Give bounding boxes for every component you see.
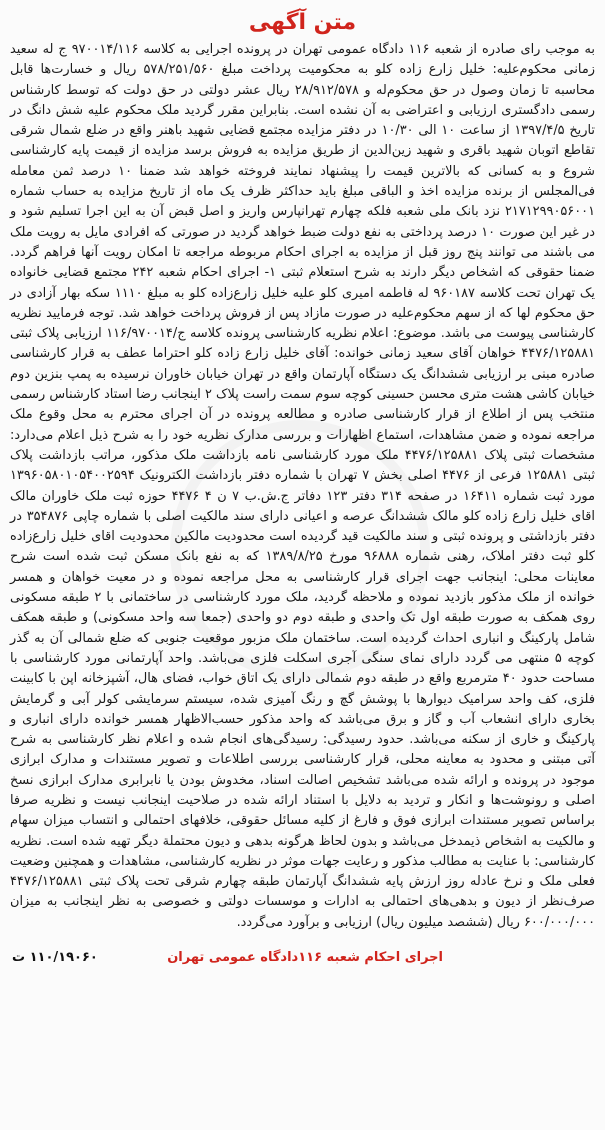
notice-footer [10, 935, 595, 967]
notice-title: متن آگهی [248, 10, 357, 35]
notice-signature: اجرای احکام شعبه ۱۱۶دادگاه عمومی تهران [167, 950, 443, 966]
notice-code: ۱۱۰/۱۹۰۶۰ ت [12, 950, 98, 966]
notice-body-text: به موجب رای صادره از شعبه ۱۱۶ دادگاه عمومی تهران در پرونده اجرایی به کلاسه ۹۷۰۰۱۴/۱۱۶ ج له سعید زمانی محکوم‌علیه: خلیل زارع زاده کلو به محکومیت پرداخت مبلغ ۵۷۸/۲۵۱/۵۶۰ ریال و خسارت‌ها قابل محاسبه تا زمان وصول در حق محکوم‌له و ۲۸/۹۱۲/۵۷۸ ریال عشر دولتی در حق دولت که توسط کارشناس رسمی دادگستری ارزیابی و اعتراضی به آن نشده است. بنابراین مقرر گردید ملک محکوم علیه شش دانگ در تاریخ ۱۳۹۷/۴/۵ از ساعت ۱۰ الی ۱۰/۳۰ در دفتر مزایده مجتمع قضایی شهید باهنر واقع در ضلع شمال شرقی تقاطع اتوبان شهید باقری و شهید زین‌الدین از طریق مزایده به فروش برسد مزایده از قیمت پایه کارشناسی شروع و به کسانی که بالاترین قیمت را پیشنهاد نمایند فروخته خواهد شد ضمنا ۱۰ درصد ثمن معامله فی‌المجلس از برنده مزایده اخذ و الباقی مبلغ باید حداکثر ظرف یک ماه از تاریخ مزایده به حساب شماره ۲۱۷۱۲۹۹۰۵۶۰۰۱ نزد بانک ملی شعبه فلکه چهارم تهرانپارس واریز و اصل قبض آن به این اجرا تسلیم شود و در غیر این صورت ۱۰ درصد پرداختی به نفع دولت ضبط خواهد گردید در صورتی که افرادی مایل به رویت ملک می باشند می توانند پنج روز قبل از مزایده به اجرای احکام مربوطه مراجعه تا امکان رویت آنها فراهم گردد. ضمنا حقوقی که اشخاص دیگر دارند به شرح استعلام ثبتی ۱- اجرای احکام شعبه ۲۴۲ مجتمع قضایی خانواده یک تهران تحت کلاسه ۹۶۰۱۸۷ له فاطمه امیری کلو علیه خلیل زارع‌زاده کلو به مبلغ ۱۱۱۰ سکه بهار آزادی در حق محکوم لها که از سهم محکوم‌علیه در صورت مازاد پس از فروش پرداخت خواهد شد. توجه فرمایید نظریه کارشناسی پیوست می باشد. موضوع: اعلام نظریه کارشناسی پرونده کلاسه ج/۱۱۶/۹۷۰۰۱۴ ارزیابی پلاک ثبتی ۴۴۷۶/۱۲۵۸۸۱ خواهان آقای سعید زمانی خوانده: آقای خلیل زارع زاده کلو احتراما عطف به قرار کارشناسی صادره مبنی بر ارزیابی ششدانگ یک دستگاه آپارتمان واقع در تهران خیابان خاوران نرسیده به پمپ بنزین دوم خیابان کاشی هشت متری محسن حسینی کوچه سوم سمت راست پلاک ۲ اینجانب رضا استاد کارشناس رسمی منتخب پس از اطلاع از قرار کارشناسی صادره و مطالعه پرونده در آن اجرای محترم به محل وقوع ملک مراجعه نموده و ضمن مشاهدات، استماع اظهارات و بررسی مدارک نظریه خود را به شرح ذیل اعلام می‌دارد: مشخصات ثبتی پلاک ۴۴۷۶/۱۲۵۸۸۱ ملک مورد کارشناسی نامه بازداشت ملک مذکور، مراتب بازداشت پلاک ثبتی ۱۲۵۸۸۱ فرعی از ۴۴۷۶ اصلی بخش ۷ تهران با شماره دفتر بازداشت الکترونیک ۱۳۹۶۰۵۸۰۱۰۵۴۰۰۲۵۹۴ مورد ثبت شماره ۱۶۴۱۱ در صفحه ۳۱۴ دفتر ۱۲۳ دفاتر ج.ش.ب ۷ ن ۴ ۴۴۷۶ حوزه ثبت ملک خاوران مالک اقای خلیل زارع زاده کلو مالک ششدانگ عرصه و اعیانی دارای سند مالکیت اصلی با شماره چاپی ۳۵۴۸۷۶ در دفتر بازداشتی و پرونده ثبتی و سند مالکیت قید گردیده است محدودیت مالکین محدودیت اقای خلیل زارع‌زاده کلو ثبت دفتر املاک، رهنی شماره ۹۶۸۸۸ مورخ ۱۳۸۹/۸/۲۵ که به نفع بانک مسکن ثبت شده است شرح معاینات محلی: اینجانب جهت اجرای قرار کارشناسی به محل مراجعه نموده و در معیت خواهان و همسر خوانده از ملک مذکور بازدید نموده و ملاحظه گردید، ملک مورد کارشناسی در ساختمانی با ۲ طبقه مسکونی روی همکف به صورت طبقه اول تک واحدی و طبقه دوم دو واحدی (جمعا سه واحد مسکونی) و طبقه همکف شامل پارکینگ و انباری احداث گردیده است. ساختمان ملک مزبور موقعیت جنوبی که ضلع شمالی آن به گذر کوچه ۵ منتهی می گردد دارای نمای سنگی آجری اسکلت فلزی می‌باشد. واحد آپارتمانی مورد کارشناسی با مساحت حدود ۴۰ مترمربع واقع در طبقه دوم شمالی دارای یک اتاق خواب، فضای هال، آشپزخانه اپن با کابینت فلزی، کف واحد سرامیک دیوارها با پوشش گچ و رنگ آمیزی شده، سیستم سرمایشی کولر آبی و گرمایش بخاری دارای انشعاب آب و گاز و برق می‌باشد که واحد مذکور حسب‌الاظهار همسر خوانده دارای انباری و پارکینگ و خاری از سکنه می‌باشد. حدود رسیدگی: رسیدگی‌های انجام شده و اعلام نظر کارشناسی به شرح آتی مبتنی و محدود به معاینه محلی، قرار کارشناسی بررسی اطلاعات و تصویر مستندات و مدارک ابرازی موجود در پرونده و ارائه شده می‌باشد تشخیص اصالت اسناد، مخدوش بودن یا نابرابری مدارک ابرازی نسخ اصلی و رونوشت‌ها و انکار و تردید به دلایل با استناد ارائه شده در صلاحیت اینجانب نیست و نظریه صرفا براساس تصویر مستندات ابرازی فوق و فارغ از کلیه مسائل حقوقی، خلافهای احتمالی و انتساب میزان سهام و مالکیت به اشخاص ذیمدخل می‌باشد و بدون لحاظ هرگونه بدهی و دیون محتملة دیگر تهیه شده است. نظریه کارشناسی: با عنایت به مطالب مذکور و رعایت جهات موثر در نظریه کارشناسی، مشاهدات و همچنین وضعیت فعلی ملک و نرخ عادله روز ارزش پایه ششدانگ آپارتمان طبقه چهارم شرقی تحت پلاک ثبتی ۴۴۷۶/۱۲۵۸۸۱ صرف‌نظر از دیون و بدهی‌های احتمالی به ادارات و موسسات دولتی و خصوصی به نظر اینجانب به میزان ۶۰۰/۰۰۰/۰۰۰ ریال (ششصد میلیون ریال) ارزیابی و برآورد می‌گردد. [10, 42, 596, 930]
notice-header [10, 8, 595, 38]
notice-body [10, 40, 595, 933]
